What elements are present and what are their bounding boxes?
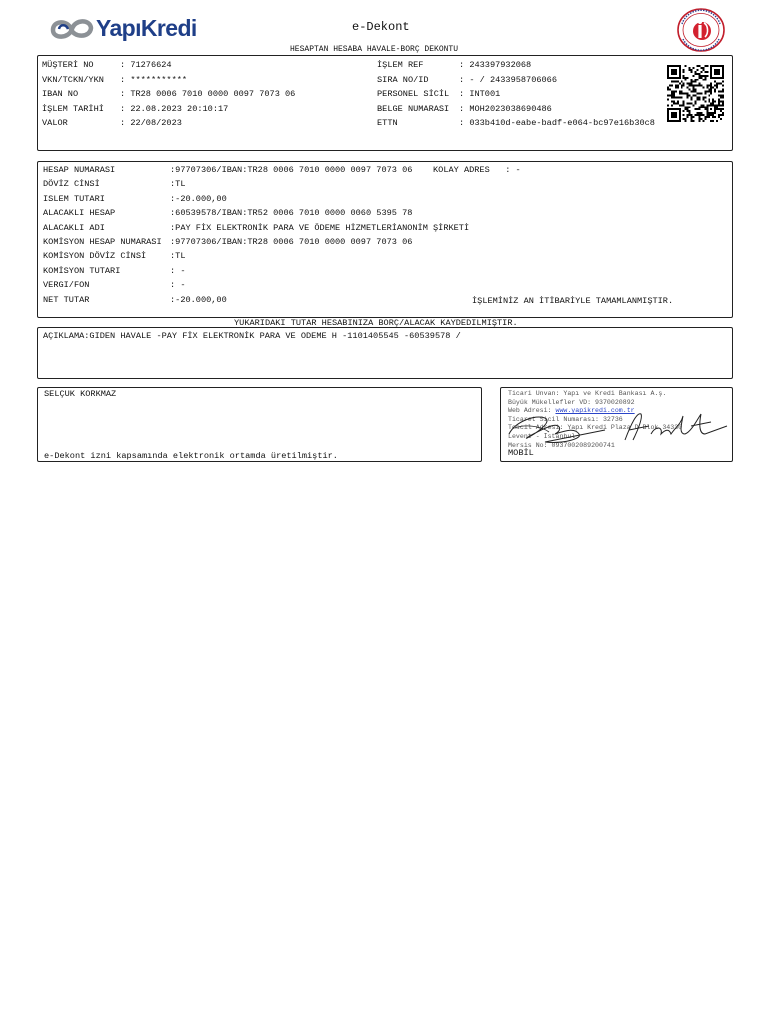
debit-notice: YUKARIDAKI TUTAR HESABINIZA BORÇ/ALACAK KAYDEDILMIŞTIR. bbox=[234, 318, 518, 328]
field-row bbox=[42, 102, 228, 116]
yapikredi-emblem-icon bbox=[50, 14, 94, 44]
field-value: : - bbox=[170, 265, 186, 276]
field-value: : - / 2433958706066 bbox=[459, 74, 557, 85]
field-row bbox=[43, 264, 185, 278]
field-label: BELGE NUMARASI bbox=[377, 103, 455, 114]
field-value: : 22/08/2023 bbox=[120, 118, 182, 128]
bank-trade-name: Ticari Unvan: Yapı ve Kredi Bankası A.ş. bbox=[508, 390, 667, 397]
field-row bbox=[43, 192, 227, 206]
field-row bbox=[43, 221, 469, 235]
field-value: : 71276624 bbox=[120, 60, 172, 70]
field-value: :-20.000,00 bbox=[170, 193, 227, 204]
field-row bbox=[377, 58, 531, 72]
field-value: :TL bbox=[170, 179, 186, 190]
field-label: KOMİSYON DÖVİZ CİNSİ bbox=[43, 251, 162, 262]
field-row bbox=[43, 206, 412, 220]
customer-name: SELÇUK KORKMAZ bbox=[44, 389, 117, 399]
field-row bbox=[43, 235, 412, 249]
field-label: NET TUTAR bbox=[43, 294, 162, 305]
field-value: :PAY FİX ELEKTRONİK PARA VE ÖDEME HİZMETLERİANONİM ŞİRKETİ bbox=[170, 222, 470, 233]
field-value: :TL bbox=[170, 251, 186, 262]
field-label: KOMİSYON TUTARI bbox=[43, 265, 162, 276]
field-label: MÜŞTERİ NO bbox=[42, 60, 110, 70]
field-label: DÖVİZ CİNSİ bbox=[43, 179, 162, 190]
qr-code-icon bbox=[667, 65, 724, 122]
field-value: : *********** bbox=[120, 74, 188, 85]
bank-signature-icon bbox=[505, 404, 733, 448]
field-label: VALOR bbox=[42, 118, 110, 128]
description-text: AÇIKLAMA:GIDEN HAVALE -PAY FİX ELEKTRONİK PARA VE ODEME H -1101405545 -60539578 / bbox=[43, 331, 461, 341]
web-address-label: Web Adresi: bbox=[508, 407, 556, 415]
bank-city: Levent - İstanbul bbox=[508, 433, 576, 440]
document-subtitle: HESAPTAN HESABA HAVALE-BORÇ DEKONTU bbox=[290, 45, 459, 54]
channel-label: MOBİL bbox=[508, 448, 534, 458]
field-row bbox=[377, 116, 655, 130]
field-value: :97707306/IBAN:TR28 0006 7010 0000 0097 7073 06 KOLAY ADRES : - bbox=[170, 165, 521, 175]
completion-status: İŞLEMİNİZ AN İTİBARİYLE TAMAMLANMIŞTIR. bbox=[472, 296, 674, 306]
field-label: HESAP NUMARASI bbox=[43, 165, 162, 175]
field-row bbox=[43, 278, 185, 292]
field-label: İŞLEM REF bbox=[377, 60, 455, 70]
field-row bbox=[43, 163, 521, 177]
bank-tax-office: Büyük Mükellefler VD: 9370020892 bbox=[508, 398, 635, 406]
field-value: :60539578/IBAN:TR52 0006 7010 0000 0060 5395 78 bbox=[170, 208, 413, 219]
customer-box bbox=[37, 387, 482, 462]
field-row bbox=[42, 116, 182, 130]
field-label: ALACAKLI ADI bbox=[43, 222, 162, 233]
field-label: VKN/TCKN/YKN bbox=[42, 74, 110, 85]
field-row bbox=[42, 58, 172, 72]
bank-registered-address: Tescil Adresi: Yapı Kredi Plaza D Blok 34330 bbox=[508, 424, 683, 432]
field-row bbox=[43, 293, 227, 307]
brand-name: YapıKredi bbox=[96, 15, 197, 41]
field-row bbox=[42, 73, 187, 87]
field-value: :-20.000,00 bbox=[170, 294, 227, 305]
field-value: : 22.08.2023 20:10:17 bbox=[120, 103, 229, 114]
certification-seal-icon bbox=[676, 7, 726, 53]
field-row bbox=[377, 73, 557, 87]
field-value: : MOH2023038690486 bbox=[459, 103, 552, 114]
field-row bbox=[377, 87, 500, 101]
field-value: : INT001 bbox=[459, 89, 501, 99]
description-box bbox=[37, 327, 733, 379]
field-value: : 033b410d-eabe-badf-e064-bc97e16b30c8 bbox=[459, 118, 655, 128]
bank-website-link[interactable]: www.yapikredi.com.tr bbox=[555, 407, 635, 415]
field-row bbox=[42, 87, 295, 101]
bank-mersis-no: Mersis No: 0937002089200741 bbox=[508, 441, 615, 449]
field-row bbox=[43, 249, 185, 263]
field-row bbox=[43, 177, 185, 191]
field-label: ALACAKLI HESAP bbox=[43, 208, 162, 219]
field-label: ETTN bbox=[377, 118, 455, 128]
field-value: :97707306/IBAN:TR28 0006 7010 0000 0097 7073 06 bbox=[170, 237, 413, 247]
field-label: KOMİSYON HESAP NUMARASI bbox=[43, 237, 162, 247]
field-label: SIRA NO/ID bbox=[377, 74, 455, 85]
document-title: e-Dekont bbox=[352, 20, 410, 34]
field-row bbox=[377, 102, 552, 116]
field-label: İŞLEM TARİHİ bbox=[42, 103, 110, 114]
field-label: ISLEM TUTARI bbox=[43, 193, 162, 204]
yapikredi-logo bbox=[50, 14, 197, 44]
field-label: PERSONEL SİCİL bbox=[377, 89, 455, 99]
field-value: : TR28 0006 7010 0000 0097 7073 06 bbox=[120, 89, 296, 99]
field-value: : 243397932068 bbox=[459, 60, 532, 70]
electronic-production-note: e-Dekont izni kapsamında elektronik ortamda üretilmiştir. bbox=[44, 451, 338, 461]
field-label: IBAN NO bbox=[42, 89, 110, 99]
field-value: : - bbox=[170, 280, 186, 291]
bank-trade-registry: Ticaret Sicil Numarası: 32736 bbox=[508, 415, 623, 423]
field-label: VERGI/FON bbox=[43, 280, 162, 291]
